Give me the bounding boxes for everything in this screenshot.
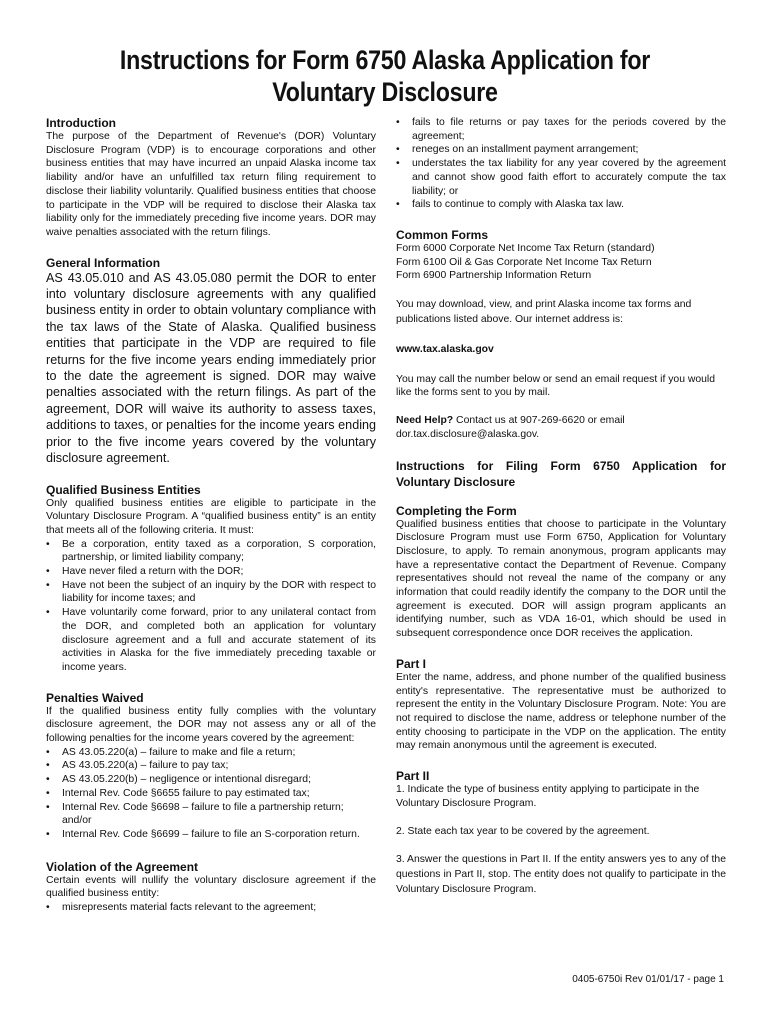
section-completing-form <box>396 504 726 641</box>
left-column <box>46 116 376 927</box>
list-item: • AS 43.05.220(a) – failure to make and file a return; <box>46 746 296 758</box>
penalties-list <box>46 746 376 842</box>
penalties-heading: Penalties Waived <box>46 690 144 705</box>
bullet: • <box>46 579 50 591</box>
bullet: • <box>46 566 50 578</box>
bullet: • <box>46 774 50 786</box>
section-violation-continued <box>396 116 726 212</box>
list-item: • Internal Rev. Code §6699 – failure to file an S-corporation return. <box>46 828 360 840</box>
form-line: Form 6900 Partnership Information Return <box>396 270 592 282</box>
list-item: • Have not been the subject of an inquiry by the DOR with respect to liability for income taxes; and <box>46 579 376 605</box>
list-item: • misrepresents material facts relevant to the agreement; <box>46 902 317 914</box>
bullet: • <box>46 787 50 799</box>
part2-heading: Part II <box>396 769 430 784</box>
intro-heading: Introduction <box>46 116 116 130</box>
page-footer: 0405-6750i Rev 01/01/17 - page 1 <box>572 974 724 985</box>
list-item: • AS 43.05.220(a) – failure to pay tax; <box>46 760 229 772</box>
bullet: • <box>46 538 50 550</box>
title-line-2: Voluntary Disclosure <box>272 77 498 107</box>
violation-text: Certain events will nullify the voluntary disclosure agreement if the qualified business entity: <box>46 874 376 900</box>
list-item: • Be a corporation, entity taxed as a corporation, S corporation, partnership, or limited liability company; <box>46 538 376 564</box>
section-filing-instructions <box>396 458 726 490</box>
need-help-label: Need Help? <box>396 415 454 427</box>
section-common-forms <box>396 228 726 442</box>
filing-heading: Instructions for Filing Form 6750 Application for Voluntary Disclosure <box>396 458 726 489</box>
qualified-text: Only qualified business entities are eligible to participate in the Voluntary Disclosure Program. A “qualified business entity” is an entity that meets all of the following criteria. It must: <box>46 497 376 536</box>
bullet: • <box>396 144 400 156</box>
part2-item-3: 3. Answer the questions in Part II. If the entity answers yes to any of the questions in Part II, stop. The entity does not qualify to participate in the Voluntary Disclosure Program. <box>396 854 726 896</box>
list-item: • fails to file returns or pay taxes for the periods covered by the agreement; <box>396 117 726 142</box>
violation-list <box>46 901 376 915</box>
part2-item-2: 2. State each tax year to be covered by the agreement. <box>396 825 650 837</box>
form-line: Form 6100 Oil & Gas Corporate Net Income Tax Return <box>396 256 652 268</box>
section-part-2 <box>396 769 726 897</box>
list-item: • Have voluntarily come forward, prior to any unilateral contact from the DOR, and completed both an application for voluntary disclosure agreement and a full and accurate statement of its activities in Alaska for the five immediately preceding taxable or income years. <box>46 607 376 673</box>
download-text: You may download, view, and print Alaska income tax forms and publications listed above. Our internet address is: <box>396 299 692 326</box>
completing-text: Qualified business entities that choose to participate in the Voluntary Disclosure Program must use Form 6750, Application for Voluntary Disclosure, to apply. To remain anonymous, program applicants may have a representative contact the Department of Revenue. Company representatives should not reveal the name of the company or any information that could readily identify the company to the DOR until the agreement is executed. DOR will assign program applicants an identifying number, such as VDA 16-01, which should be used in subsequent correspondence once DOR receives the application. <box>396 518 726 640</box>
section-violation <box>46 860 376 915</box>
section-general-information <box>46 256 376 467</box>
general-text: AS 43.05.010 and AS 43.05.080 permit the DOR to enter into voluntary disclosure agreements with any qualified business entity in order to obtain voluntary compliance with the tax laws of the State of Alaska. Qualified business entities that participate in the VDP are required to file returns for the five income years ending immediately prior to the date the agreement is signed. DOR may waive penalties associated with the return filings. As part of the agreement, DOR will waive its authority to assess taxes, additions to taxes, or penalties for the income years ending prior to the five income years covered by the voluntary disclosure agreement. <box>46 270 376 466</box>
list-item: • reneges on an installment payment arrangement; <box>396 144 639 156</box>
part2-item-1: 1. Indicate the type of business entity applying to participate in the Voluntary Disclosure Program. <box>396 784 700 809</box>
bullet: • <box>46 902 50 914</box>
bullet: • <box>46 746 50 758</box>
website-link[interactable]: www.tax.alaska.gov <box>396 344 494 356</box>
bullet: • <box>46 607 50 619</box>
qualified-list <box>46 538 376 675</box>
violation-list-continued <box>396 116 726 212</box>
bullet: • <box>396 199 400 211</box>
call-text: You may call the number below or send an email request if you would like the forms sent to you by mail. <box>396 373 716 399</box>
bullet: • <box>46 801 50 813</box>
need-help-text: Contact us at 907-269-6620 or email dor.tax.disclosure@alaska.gov. <box>396 415 625 440</box>
section-part-1 <box>396 657 726 753</box>
general-heading: General Information <box>46 255 161 270</box>
violation-heading: Violation of the Agreement <box>46 859 199 874</box>
list-item: • Have never filed a return with the DOR; <box>46 566 244 578</box>
need-help <box>396 414 726 441</box>
bullet: • <box>46 760 50 772</box>
section-introduction <box>46 116 376 240</box>
list-item: • AS 43.05.220(b) – negligence or intentional disregard; <box>46 774 311 786</box>
bullet: • <box>46 828 50 840</box>
list-item: • Internal Rev. Code §6655 failure to pay estimated tax; <box>46 787 310 799</box>
list-item: • understates the tax liability for any year covered by the agreement and cannot show good faith effort to accurately compute the tax liability; or <box>396 158 726 197</box>
bullet: • <box>396 158 400 170</box>
list-item: • Internal Rev. Code §6698 – failure to file a partnership return; and/or <box>46 801 344 827</box>
section-penalties-waived <box>46 691 376 842</box>
bullet: • <box>396 117 400 128</box>
list-item: • fails to continue to comply with Alaska tax law. <box>396 199 624 211</box>
part1-heading: Part I <box>396 656 427 671</box>
right-column <box>396 116 726 909</box>
completing-heading: Completing the Form <box>396 503 517 518</box>
form-line: Form 6000 Corporate Net Income Tax Return (standard) <box>396 242 655 254</box>
penalties-text: If the qualified business entity fully complies with the voluntary disclosure agreement, the DOR may not assess any or all of the following penalties for the income years covered by the agreement: <box>46 705 376 745</box>
page-title <box>54 44 716 108</box>
part1-text: Enter the name, address, and phone number of the qualified business entity's representative. The representative must be authorized to represent the entity in the Voluntary Disclosure Program. Note: You are not required to disclose the name, address or telephone number of the entity choosing to participate in the VDP on the application. The entity may remain anonymous until the agreement is executed. <box>396 671 726 752</box>
qualified-heading: Qualified Business Entities <box>46 482 201 497</box>
section-qualified-entities <box>46 483 376 675</box>
intro-text: The purpose of the Department of Revenue's (DOR) Voluntary Disclosure Program (VDP) is to encourage corporations and other business entities that may have incurred an unpaid Alaska income tax liability and/or have an unfulfilled tax return filing requirement to disclose their liability voluntarily. Qualified business entities that choose to participate in the VDP will be required to disclose their Alaska tax liability only for the immediately preceding five income years. DOR may waive penalties associated with the return filings. <box>46 131 376 238</box>
title-line-1: Instructions for Form 6750 Alaska Application for <box>119 45 651 75</box>
forms-heading: Common Forms <box>396 227 489 242</box>
